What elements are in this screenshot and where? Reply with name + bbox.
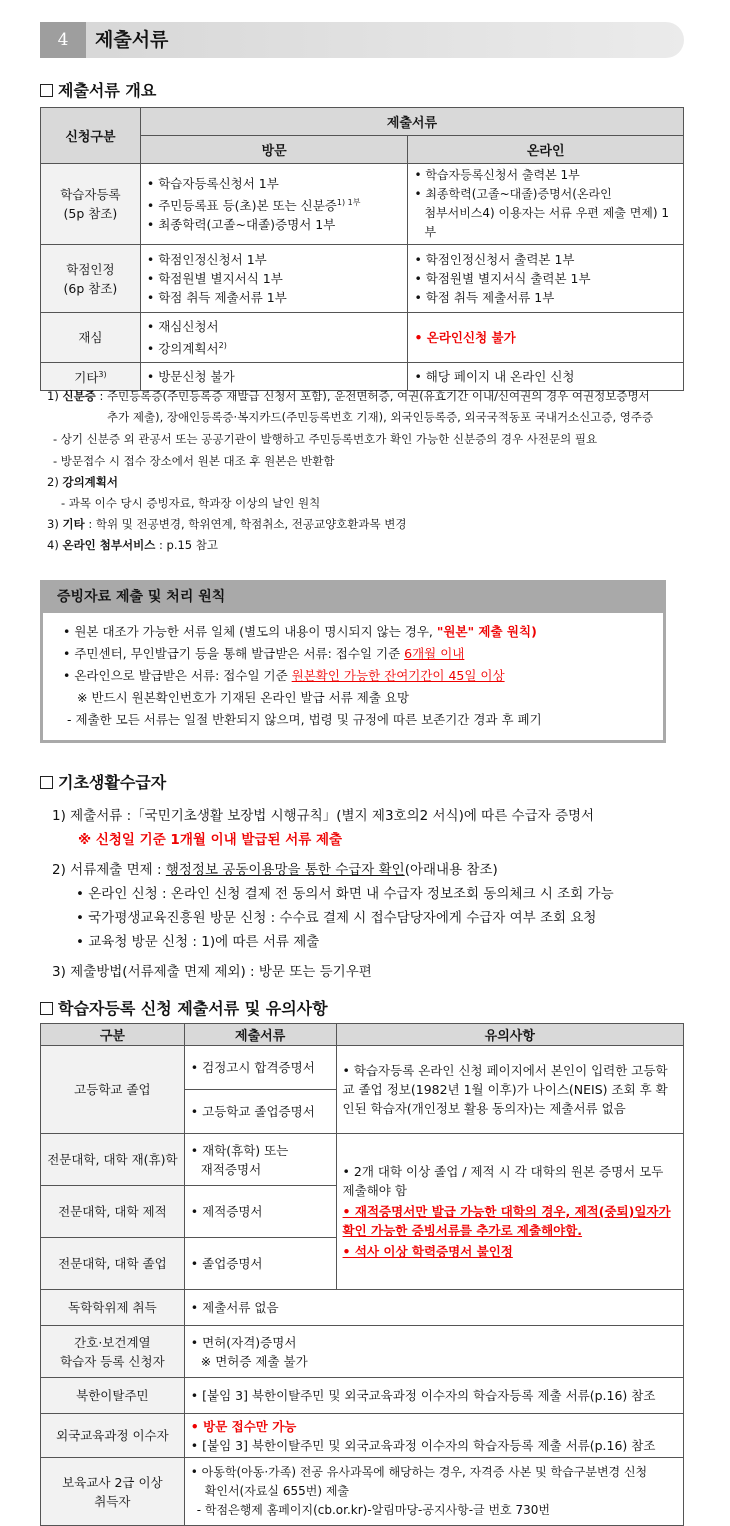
row-docs: • 재학(휴학) 또는 재적증명서 xyxy=(184,1134,336,1186)
table-row xyxy=(41,313,684,363)
row-docs: • 아동학(아동·가족) 전공 유사과목에 해당하는 경우, 자격증 사본 및 학습구분변경 신청 확인서(자료실 655번) 제출 - 학점은행제 홈페이지(cb.or.kr)-알림마당-공지사항-글 번호 730번 xyxy=(184,1458,683,1526)
row-category: 학습자등록 (5p 참조) xyxy=(41,164,141,245)
visit-docs: • 학점인정신청서 1부 • 학점원별 별지서식 1부 • 학점 취득 제출서류 1부 xyxy=(140,245,408,313)
principle-line-3: • 온라인으로 발급받은 서류: 접수일 기준 원본확인 가능한 잔여기간이 45일 이상 xyxy=(63,668,505,683)
online-docs: • 온라인신청 불가 xyxy=(408,313,684,363)
basic-heading: 기초생활수급자 xyxy=(40,770,166,793)
basic-bullet-2: • 국가평생교육진흥원 방문 신청 : 수수료 결제 시 접수담당자에게 수급자 여부 조회 요청 xyxy=(76,910,597,926)
register-table xyxy=(40,1023,684,1526)
row-notes: • 학습자등록 온라인 신청 페이지에서 본인이 입력한 고등학교 졸업 정보(1982년 1월 이후)가 나이스(NEIS) 조회 후 확인된 학습자(개인정보 활용 동의자)는 제출서류 없음 xyxy=(336,1046,683,1134)
table-row xyxy=(41,245,684,313)
footnote-2-sub: - 과목 이수 당시 증빙자료, 학과장 이상의 날인 원칙 xyxy=(61,496,321,510)
col-visit-header: 방문 xyxy=(140,136,408,164)
principle-line-4: ※ 반드시 원본확인번호가 기재된 온라인 발급 서류 제출 요망 xyxy=(77,690,410,705)
row-category: 북한이탈주민 xyxy=(41,1378,185,1414)
overview-heading: 제출서류 개요 xyxy=(40,78,156,101)
col-docs-header: 제출서류 xyxy=(184,1024,336,1046)
online-docs: • 학점인정신청서 출력본 1부 • 학점원별 별지서식 출력본 1부 • 학점 취득 제출서류 1부 xyxy=(408,245,684,313)
footnote-1-sub1: - 상기 신분증 외 관공서 또는 공공기관이 발행하고 주민등록번호가 확인 가능한 신분증의 경우 사전문의 필요 xyxy=(53,432,598,446)
col-online-header: 온라인 xyxy=(408,136,684,164)
row-docs: • 검정고시 합격증명서 xyxy=(184,1046,336,1090)
row-category: 전문대학, 대학 졸업 xyxy=(41,1238,185,1290)
footnote-1: 1) 신분증 : 주민등록증(주민등록증 재발급 신청서 포함), 운전면허증, 여권(유효기간 이내/신여권의 경우 여권정보증명서 xyxy=(47,389,650,403)
table-row xyxy=(41,1378,684,1414)
overview-table xyxy=(40,107,684,391)
footnote-1-sub2: - 방문접수 시 접수 장소에서 원본 대조 후 원본은 반환함 xyxy=(53,454,335,468)
basic-line-1: 1) 제출서류 :「국민기초생활 보장법 시행규칙」(별지 제3호의2 서식)에 따른 수급자 증명서 xyxy=(52,808,595,824)
visit-docs: • 방문신청 불가 xyxy=(140,363,408,391)
basic-bullet-3: • 교육청 방문 신청 : 1)에 따른 서류 제출 xyxy=(76,934,320,950)
table-row xyxy=(41,1326,684,1378)
row-category: 간호·보건계열 학습자 등록 신청자 xyxy=(41,1326,185,1378)
online-docs: • 학습자등록신청서 출력본 1부 • 최종학력(고졸~대졸)증명서(온라인 첨부서비스4) 이용자는 서류 우편 제출 면제) 1부 xyxy=(408,164,684,245)
footnote-3: 3) 기타 : 학위 및 전공변경, 학위연계, 학점취소, 전공교양호환과목 변경 xyxy=(47,517,407,531)
row-category: 전문대학, 대학 재(휴)학 xyxy=(41,1134,185,1186)
row-docs: • 졸업증명서 xyxy=(184,1238,336,1290)
table-row xyxy=(41,1458,684,1526)
row-category: 기타$^{3)}$ xyxy=(41,363,141,391)
section-title: 제출서류 xyxy=(95,29,169,51)
row-category: 고등학교 졸업 xyxy=(41,1046,185,1134)
col-notes-header: 유의사항 xyxy=(336,1024,683,1046)
row-docs: • 방문 접수만 가능 • [붙임 3] 북한이탈주민 및 외국교육과정 이수자의 학습자등록 제출 서류(p.16) 참조 xyxy=(184,1414,683,1458)
col-docs-header: 제출서류 xyxy=(140,108,683,136)
row-docs: • 제적증명서 xyxy=(184,1186,336,1238)
col-category-header: 신청구분 xyxy=(41,108,141,164)
row-category: 외국교육과정 이수자 xyxy=(41,1414,185,1458)
row-docs: • 고등학교 졸업증명서 xyxy=(184,1090,336,1134)
row-category: 학점인정 (6p 참조) xyxy=(41,245,141,313)
row-docs: • [붙임 3] 북한이탈주민 및 외국교육과정 이수자의 학습자등록 제출 서류(p.16) 참조 xyxy=(184,1378,683,1414)
basic-line-1-note: ※ 신청일 기준 1개월 이내 발급된 서류 제출 xyxy=(78,832,343,848)
register-heading: 학습자등록 신청 제출서류 및 유의사항 xyxy=(40,996,328,1019)
principle-line-1: • 원본 대조가 가능한 서류 일체 (별도의 내용이 명시되지 않는 경우, "원본" 제출 원칙) xyxy=(63,624,537,639)
footnote-2: 2) 강의계획서 xyxy=(47,475,119,489)
principle-box xyxy=(40,580,666,743)
table-row xyxy=(41,1414,684,1458)
row-category: 독학학위제 취득 xyxy=(41,1290,185,1326)
footnote-1-cont: 추가 제출), 장애인등록증·복지카드(주민등록번호 기재), 외국인등록증, 외국국적동포 국내거소신고증, 영주증 xyxy=(107,410,654,424)
basic-line-3: 3) 제출방법(서류제출 면제 제외) : 방문 또는 등기우편 xyxy=(52,964,372,980)
table-row xyxy=(41,164,684,245)
principle-title: 증빙자료 제출 및 처리 원칙 xyxy=(43,583,663,613)
row-docs: • 제출서류 없음 xyxy=(184,1290,683,1326)
row-notes: • 2개 대학 이상 졸업 / 제적 시 각 대학의 원본 증명서 모두 제출해야 함 • 재적증명서만 발급 가능한 대학의 경우, 제적(중퇴)일자가 확인 가능한 증빙서류를 추가로 제출해야함. • 석사 이상 학력증명서 불인정 xyxy=(336,1134,683,1290)
table-row xyxy=(41,1134,684,1186)
checkbox-square-icon xyxy=(40,1002,53,1015)
row-category: 전문대학, 대학 제적 xyxy=(41,1186,185,1238)
checkbox-square-icon xyxy=(40,776,53,789)
col-category-header: 구분 xyxy=(41,1024,185,1046)
row-category: 재심 xyxy=(41,313,141,363)
visit-docs: • 재심신청서 • 강의계획서$^{2)}$ xyxy=(140,313,408,363)
basic-line-2: 2) 서류제출 면제 : 행정정보 공동이용망을 통한 수급자 확인(아래내용 참조) xyxy=(52,862,498,878)
footnote-4: 4) 온라인 첨부서비스 : p.15 참고 xyxy=(47,538,218,552)
table-row xyxy=(41,1046,684,1090)
row-docs: • 면허(자격)증명서 ※ 면허증 제출 불가 xyxy=(184,1326,683,1378)
online-docs: • 해당 페이지 내 온라인 신청 xyxy=(408,363,684,391)
visit-docs: • 학습자등록신청서 1부 • 주민등록표 등(초)본 또는 신분증$^{1) 1부}$ • 최종학력(고졸~대졸)증명서 1부 xyxy=(140,164,408,245)
row-category: 보육교사 2급 이상 취득자 xyxy=(41,1458,185,1526)
basic-bullet-1: • 온라인 신청 : 온라인 신청 결제 전 동의서 화면 내 수급자 정보조회 동의체크 시 조회 가능 xyxy=(76,886,614,902)
principle-line-5: - 제출한 모든 서류는 일절 반환되지 않으며, 법령 및 규정에 따른 보존기간 경과 후 폐기 xyxy=(67,712,542,727)
checkbox-square-icon xyxy=(40,84,53,97)
principle-line-2: • 주민센터, 무인발급기 등을 통해 발급받은 서류: 접수일 기준 6개월 이내 xyxy=(63,646,465,661)
table-row xyxy=(41,1290,684,1326)
section-number: 4 xyxy=(40,22,86,58)
